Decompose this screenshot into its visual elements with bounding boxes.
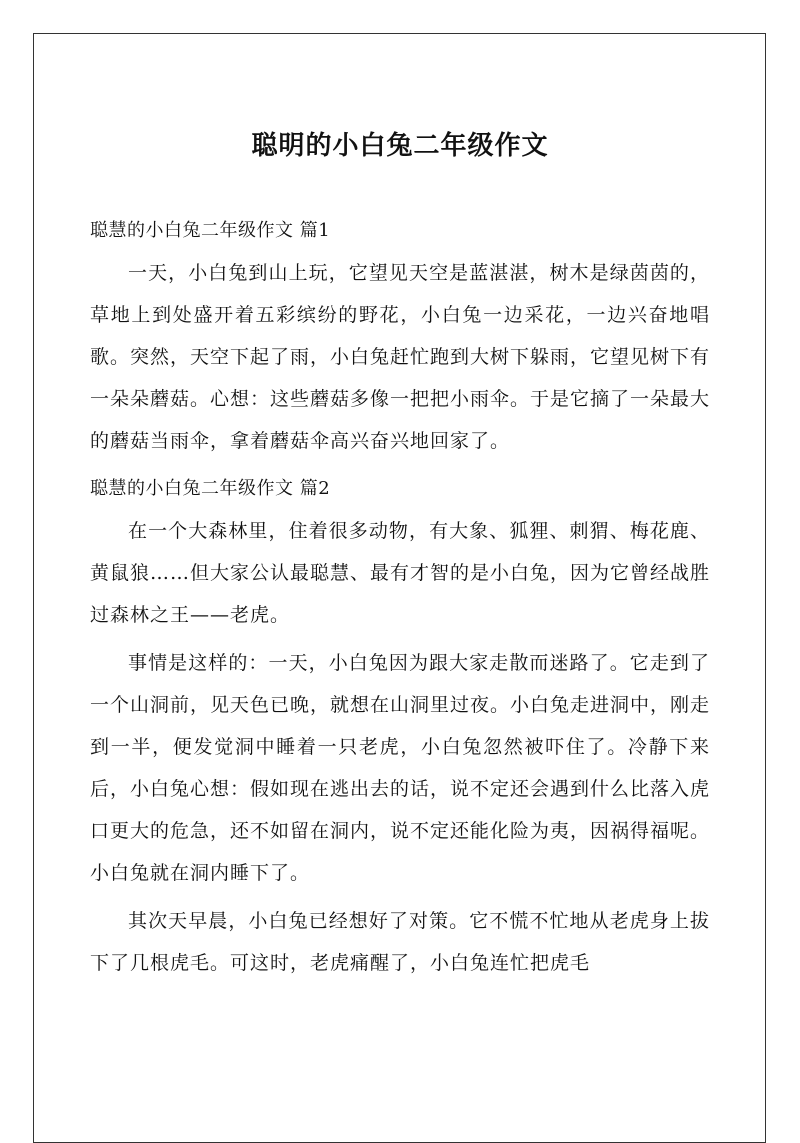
- essay-section-1: [90, 210, 710, 462]
- section-heading: 聪慧的小白兔二年级作文 篇2: [90, 478, 331, 499]
- paragraph: 其次天早晨，小白兔已经想好了对策。它不慌不忙地从老虎身上拔下了几根虎毛。可这时，老虎痛醒了，小白兔连忙把虎毛: [90, 910, 710, 974]
- paragraph: 在一个大森林里，住着很多动物，有大象、狐狸、刺猬、梅花鹿、黄鼠狼……但大家公认最聪慧、最有才智的是小白兔，因为它曾经战胜过森林之王——老虎。: [90, 520, 711, 626]
- section-heading: 聪慧的小白兔二年级作文 篇1: [90, 220, 331, 241]
- paragraph: 事情是这样的：一天，小白兔因为跟大家走散而迷路了。它走到了一个山洞前，见天色已晚，就想在山洞里过夜。小白兔走进洞中，刚走到一半，便发觉洞中睡着一只老虎，小白兔忽然被吓住了。冷静下来后，小白兔心想：假如现在逃出去的话，说不定还会遇到什么比落入虎口更大的危急，还不如留在洞内，说不定还能化险为夷，因祸得福呢。小白兔就在洞内睡下了。: [90, 652, 711, 884]
- document-body: [90, 120, 710, 990]
- page-title: 聪明的小白兔二年级作文: [251, 131, 549, 161]
- paragraph: 一天，小白兔到山上玩，它望见天空是蓝湛湛，树木是绿茵茵的，草地上到处盛开着五彩缤纷的野花，小白兔一边采花，一边兴奋地唱歌。突然，天空下起了雨，小白兔赶忙跑到大树下躲雨，它望见树下有一朵朵蘑菇。心想：这些蘑菇多像一把把小雨伞。于是它摘了一朵最大的蘑菇当雨伞，拿着蘑菇伞高兴奋兴地回家了。: [90, 262, 711, 452]
- essay-section-2: [90, 468, 710, 984]
